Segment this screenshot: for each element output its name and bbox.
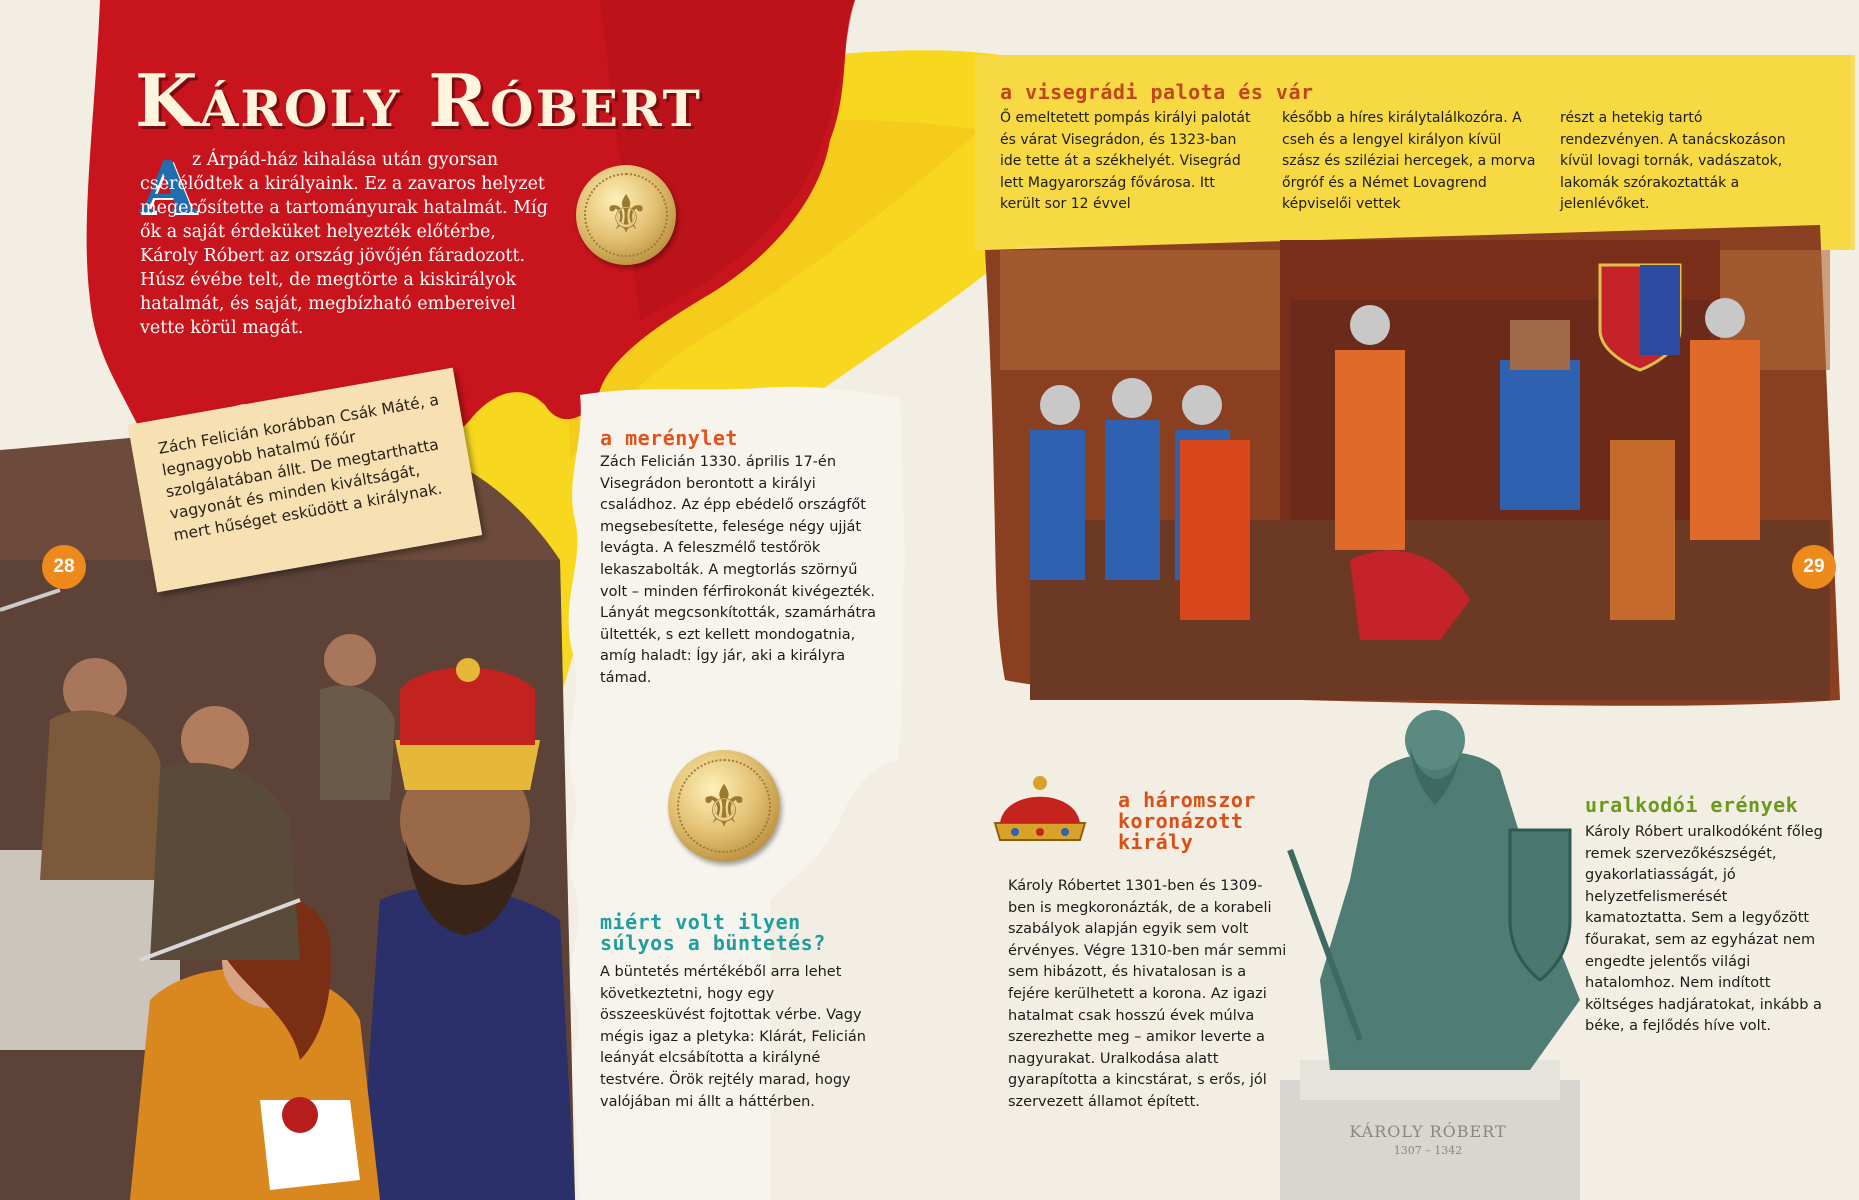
fleur-de-lis-icon: ⚜ bbox=[698, 772, 750, 840]
crown-icon bbox=[985, 768, 1095, 848]
side-note-text: Zách Felicián korábban Csák Máté, a legnagyobb hatalmú főúr szolgálatában állt. De megtarthatta vagyonát és minden kiváltságát, mert hűséget esküdött a királynak. bbox=[156, 390, 444, 545]
plinth-inscription: KÁROLY RÓBERT bbox=[1349, 1122, 1507, 1141]
intro-text: z Árpád-ház kihalása után gyorsan cserélődtek a királyaink. Ez a zavaros helyzet megerősítette a tartományurak hatalmát. Míg ők a saját érdeküket helyezték előtérbe, Károly Róbert az ország jövőjén fáradozott. Húsz évébe telt, de megtörte a kiskirályok hatalmát, és saját, megbízható embereivel vette körül magát. bbox=[140, 150, 548, 338]
intro-dropcap: A bbox=[140, 145, 196, 230]
coin-icon bbox=[576, 165, 676, 265]
plinth-years: 1307 – 1342 bbox=[1393, 1144, 1463, 1157]
throne-room-illustration bbox=[985, 225, 1840, 706]
page-number-right: 29 bbox=[1792, 545, 1836, 589]
miert-text: A büntetés mértékéből arra lehet következtetni, hogy egy összeesküvést fojtottak vérbe. Vagy mégis igaz a pletyka: Klárát, Felicián leányát elcsábította a királyné testvére. Örök rejtély marad, hogy valójában mi állt a háttérben. bbox=[600, 964, 866, 1110]
merenylet-text: Zách Felicián 1330. április 17-én Visegrádon berontott a királyi családhoz. Az épp ebédelő országfőt megsebesítette, felesége négy ujját levágta. A feleszmélő testőrök lekaszabolták. A megtorlás szörnyű volt – minden férfirokonát kivégezték. Lányát megcsonkították, szamárhátra ültették, s ezt kellett mondogatnia, amíg haladt: Így jár, aki a királyra támad. bbox=[600, 454, 876, 686]
page-number-left: 28 bbox=[42, 545, 86, 589]
intro-text-block bbox=[140, 145, 550, 340]
haromszor-heading: a háromszor koronázott király bbox=[1118, 788, 1256, 854]
fleur-de-lis-icon: ⚜ bbox=[602, 185, 650, 245]
page-title: Károly Róbert bbox=[135, 58, 702, 143]
visegrad-col3: részt a hetekig tartó rendezvényen. A tanácskozáson kívül lovagi tornák, vadászatok, lakomák szórakoztatták a jelenlévőket. bbox=[1560, 110, 1786, 212]
coin-icon-lower bbox=[668, 750, 780, 862]
visegrad-heading: a visegrádi palota és vár bbox=[1000, 80, 1314, 104]
erenyek-text: Károly Róbert uralkodóként főleg remek szervezőkészségét, gyakorlatiasságát, jó helyzetfelismerését kamatoztatta. Sem a legyőzött főurakat, sem az egyházat nem engedte jelentős világi hatalomhoz. Nem indított költséges hadjáratokat, inkább a béke, a fejlődés híve volt. bbox=[1585, 824, 1823, 1035]
visegrad-col1: Ő emeltetett pompás királyi palotát és várat Visegrádon, és 1323-ban ide tette át a székhelyét. Visegrád lett Magyarország fővárosa. Itt került sor 12 évvel bbox=[1000, 110, 1251, 212]
visegrad-col2: később a híres királytalálkozóra. A cseh és a lengyel királyon kívül szász és sziléziai hercegek, a morva őrgróf és a Német Lovagrend képviselői vettek bbox=[1282, 110, 1536, 212]
haromszor-text: Károly Róbertet 1301-ben és 1309-ben is megkoronázták, de a korabeli szabályok alapján egyik sem volt érvényes. Végre 1310-ben már semmi sem hibázott, és hivatalosan is a fejére kerülhetett a korona. Az igazi hatalmat csak hosszú évek múlva szerezhette meg – amikor leverte a nagyurakat. Uralkodása alatt gyarapította a kincstárat, s erős, jól szervezett államot épített. bbox=[1008, 878, 1287, 1110]
miert-heading: miért volt ilyen súlyos a büntetés? bbox=[600, 910, 826, 955]
erenyek-heading: uralkodói erények bbox=[1585, 793, 1799, 817]
merenylet-heading: a merénylet bbox=[600, 426, 738, 450]
